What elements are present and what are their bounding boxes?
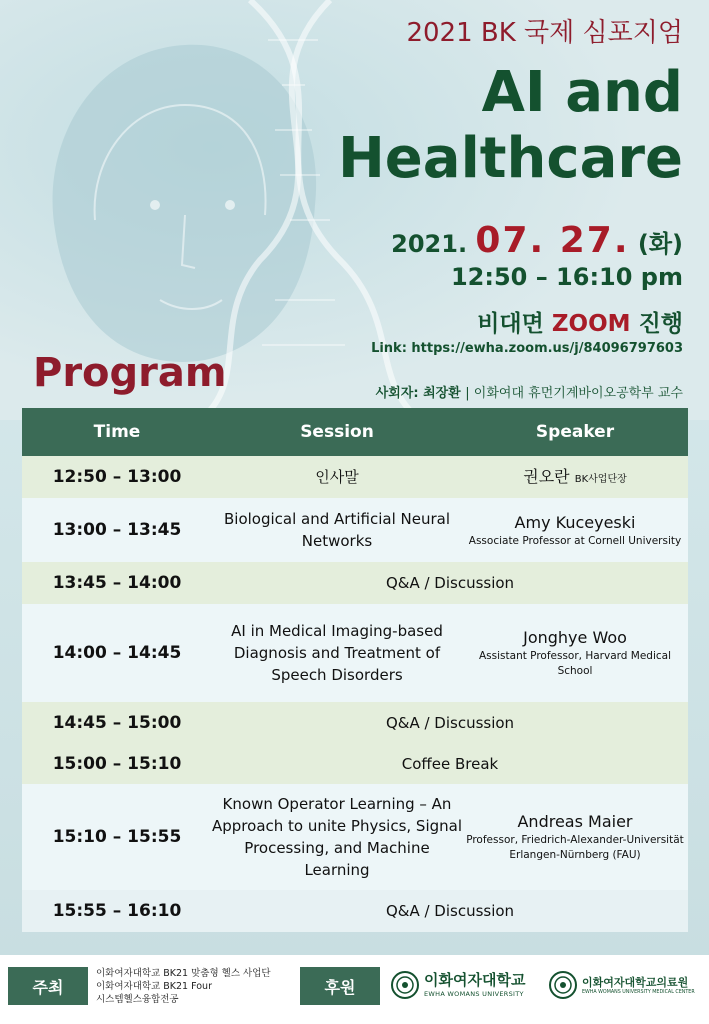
row-session: Known Operator Learning – An Approach to unite Physics, Signal Processing, and Machine Learning [212, 795, 463, 879]
univ-name-en: EWHA WOMANS UNIVERSITY [424, 990, 524, 998]
program-title: Program [33, 350, 227, 396]
host-line: 시스템헬스융합전공 [96, 994, 179, 1005]
row-session: Q&A / Discussion [385, 714, 515, 732]
row-session: Biological and Artificial Neural Networks [224, 510, 450, 550]
speaker-name: Amy Kuceyeski [514, 512, 636, 532]
sponsor-label: 후원 [300, 967, 380, 1005]
zoom-link[interactable]: Link: https://ewha.zoom.us/j/84096797603 [371, 341, 683, 356]
format-suffix: 진행 [638, 311, 683, 337]
moderator-dept: | 이화여대 휴먼기계바이오공학부 교수 [465, 386, 683, 401]
row-speaker [462, 466, 688, 488]
speaker-title: Professor, Friedrich-Alexander-Universität Erlangen-Nürnberg (FAU) [466, 834, 684, 861]
row-time: 14:45 – 15:00 [52, 713, 182, 733]
table-row [22, 604, 688, 702]
header-speaker: Speaker [535, 422, 615, 442]
table-row [22, 498, 688, 562]
med-name-ko: 이화여자대학교의료원 [582, 976, 689, 989]
host-line: 이화여자대학교 BK21 맞춤형 헬스 사업단 [96, 968, 271, 979]
row-speaker [462, 811, 688, 863]
speaker-title: Associate Professor at Cornell University [468, 534, 682, 547]
host-label: 주최 [8, 967, 88, 1005]
row-time: 13:45 – 14:00 [52, 573, 182, 593]
speaker-name: Andreas Maier [517, 812, 633, 831]
moderator [376, 382, 683, 401]
speaker-role: BK사업단장 [574, 474, 627, 485]
program-table [22, 408, 688, 932]
date-month-day: 07. 27. [475, 220, 630, 261]
medical-center-seal-icon [548, 970, 578, 1000]
event-format [477, 305, 683, 338]
ewha-university-logo [424, 969, 525, 998]
table-row [22, 784, 688, 890]
title-line-2: Healthcare [337, 126, 683, 191]
host-line: 이화여자대학교 BK21 Four [96, 981, 212, 992]
speaker-name: Jonghye Woo [523, 628, 627, 647]
event-time: 12:50 – 16:10 pm [450, 263, 683, 291]
header-session: Session [300, 422, 374, 442]
table-row [22, 890, 688, 932]
table-row [22, 702, 688, 744]
moderator-label: 사회자: [375, 386, 419, 401]
title-line-1: AI and [481, 60, 683, 125]
table-row [22, 744, 688, 784]
moderator-name: 최장환 [423, 386, 461, 401]
table-row [22, 562, 688, 604]
univ-name-ko: 이화여자대학교 [424, 971, 526, 989]
row-time: 13:00 – 13:45 [52, 520, 182, 540]
speaker-title: Assistant Professor, Harvard Medical School [479, 650, 671, 677]
row-time: 12:50 – 13:00 [52, 467, 182, 487]
row-time: 15:00 – 15:10 [52, 754, 182, 774]
row-speaker [462, 512, 688, 549]
row-session: 인사말 [315, 468, 359, 486]
footer [0, 955, 709, 1024]
ewha-seal-icon [390, 970, 420, 1000]
row-session: Coffee Break [401, 755, 499, 773]
date-year: 2021. [391, 230, 468, 258]
date-weekday: (화) [637, 230, 683, 258]
main-title [338, 60, 683, 192]
row-speaker [462, 627, 688, 679]
row-session: Q&A / Discussion [385, 902, 515, 920]
format-prefix: 비대면 [477, 311, 544, 337]
medical-center-logo [582, 974, 695, 995]
row-time: 15:55 – 16:10 [52, 901, 182, 921]
speaker-name: 권오란 [523, 467, 570, 486]
event-date [391, 220, 683, 261]
table-row [22, 456, 688, 498]
symposium-label: 2021 BK 국제 심포지엄 [406, 18, 683, 48]
med-name-en: EWHA WOMANS UNIVERSITY MEDICAL CENTER [582, 990, 695, 995]
format-zoom: ZOOM [551, 311, 631, 337]
row-time: 14:00 – 14:45 [52, 643, 182, 663]
host-organizations [96, 967, 271, 1006]
row-time: 15:10 – 15:55 [52, 827, 182, 847]
table-header [22, 408, 688, 456]
row-session: AI in Medical Imaging-based Diagnosis and Treatment of Speech Disorders [231, 622, 443, 684]
row-session: Q&A / Discussion [385, 574, 515, 592]
header-time: Time [93, 422, 141, 442]
